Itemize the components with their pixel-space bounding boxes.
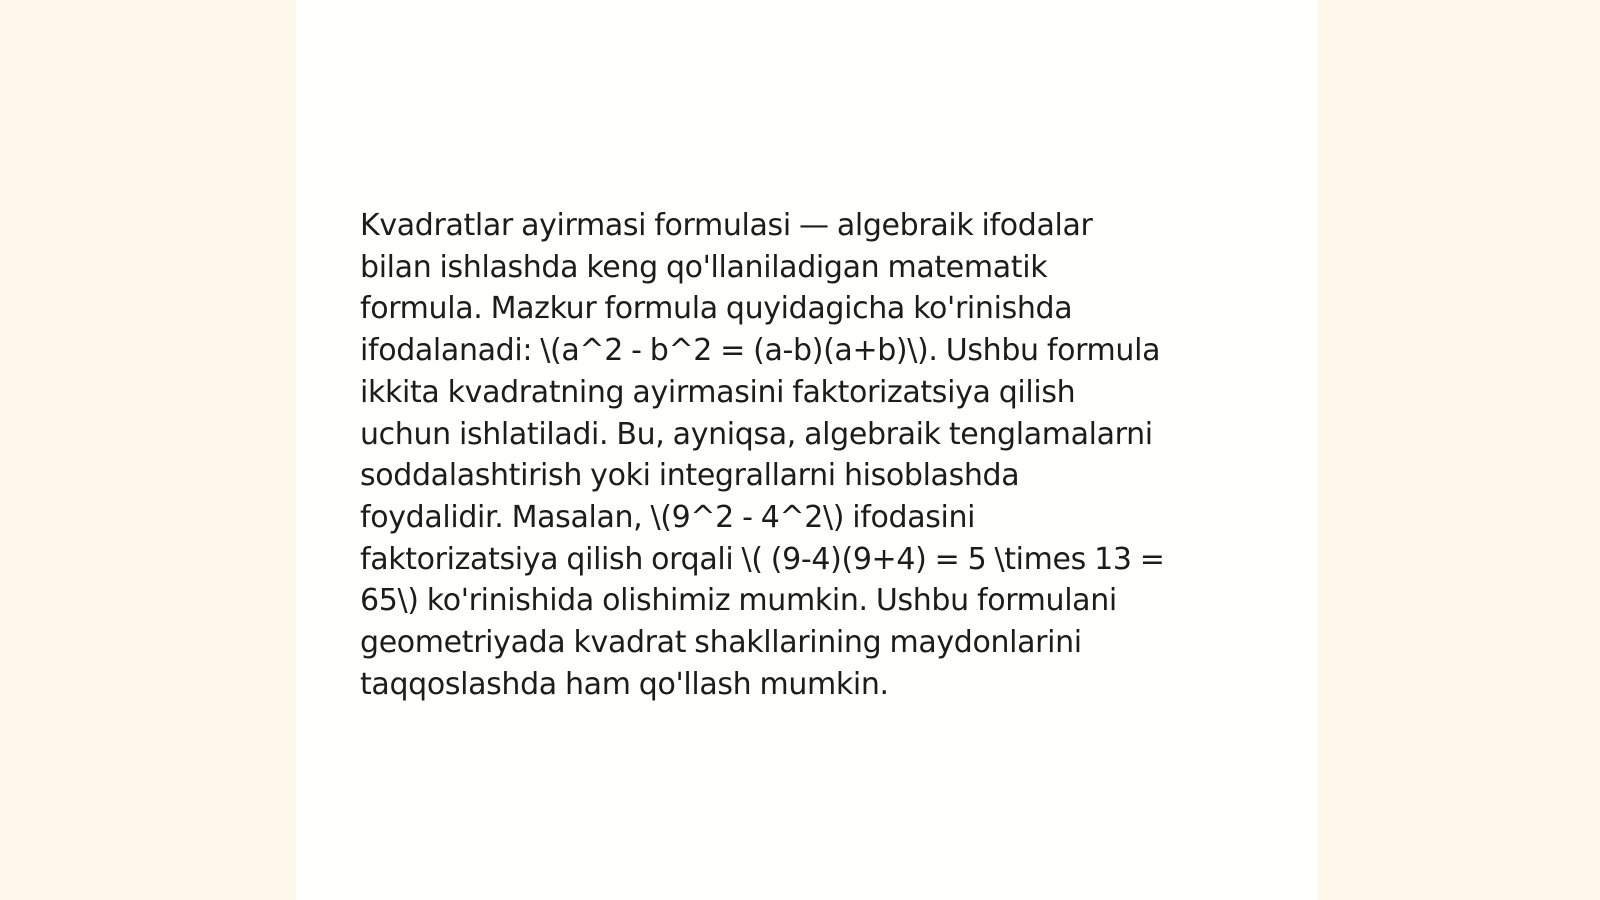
text-line: bilan ishlashda keng qo'llaniladigan matematik (360, 249, 1048, 285)
text-line: taqqoslashda ham qo'llash mumkin. (360, 666, 889, 702)
text-line: geometriyada kvadrat shakllarining maydonlarini (360, 625, 1082, 661)
text-line: 65\) ko'rinishida olishimiz mumkin. Ushbu formulani (360, 583, 1117, 619)
text-line: Kvadratlar ayirmasi formulasi — algebraik ifodalar (360, 208, 1093, 243)
text-line: ikkita kvadratning ayirmasini faktorizatsiya qilish (360, 374, 1076, 410)
text-line: ifodalanadi: \(a^2 - b^2 = (a-b)(a+b)\). Ushbu formula (360, 333, 1161, 369)
text-line: formula. Mazkur formula quyidagicha ko'rinishda (360, 291, 1073, 327)
text-line: faktorizatsiya qilish orqali \( (9-4)(9+4) = 5 \times 13 = (360, 541, 1165, 577)
slide (296, 0, 1318, 900)
text-line: foydalidir. Masalan, \(9^2 - 4^2\) ifodasini (360, 499, 976, 535)
text-line: uchun ishlatiladi. Bu, ayniqsa, algebraik tenglamalarni (360, 416, 1153, 452)
slide-body-text (360, 205, 1260, 705)
text-line: soddalashtirish yoki integrallarni hisoblashda (360, 458, 1020, 494)
